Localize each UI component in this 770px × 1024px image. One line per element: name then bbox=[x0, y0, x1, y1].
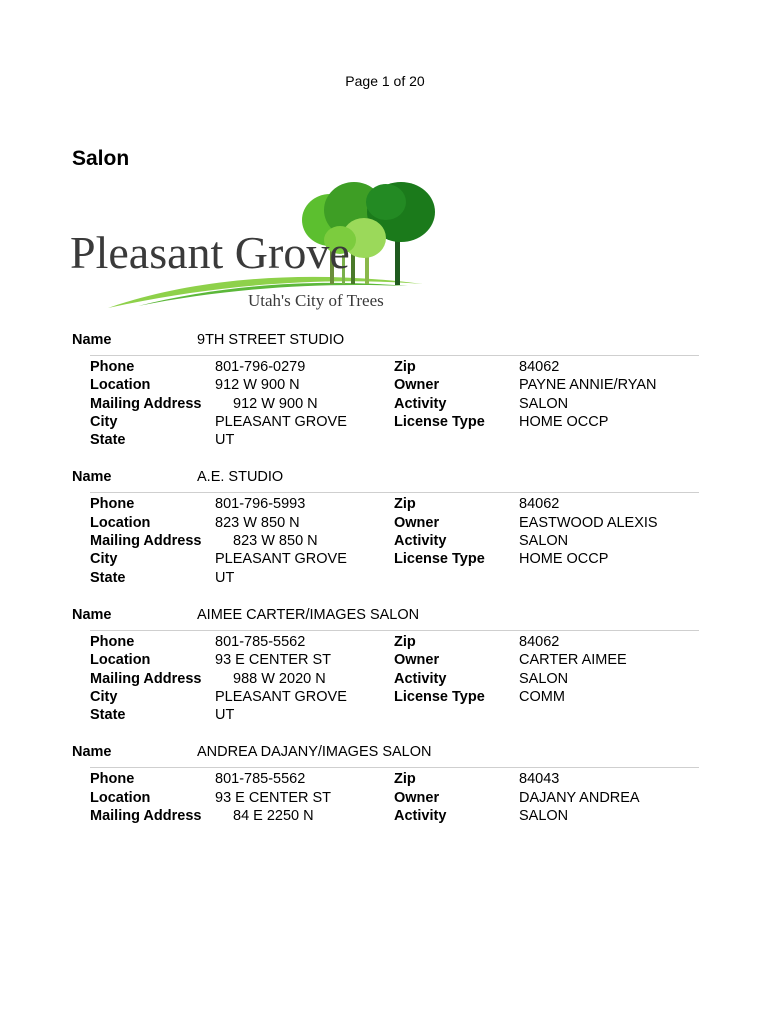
license-type-label: License Type bbox=[394, 688, 485, 705]
phone-value: 801-785-5562 bbox=[215, 633, 306, 650]
activity-label: Activity bbox=[394, 808, 447, 825]
record-divider bbox=[90, 630, 699, 631]
owner-value: DAJANY ANDREA bbox=[519, 789, 640, 806]
mailing-address-value: 823 W 850 N bbox=[233, 533, 318, 550]
record-name-row bbox=[72, 467, 699, 487]
name-label: Name bbox=[72, 744, 112, 761]
license-type-value: HOME OCCP bbox=[519, 413, 609, 430]
record-fields bbox=[90, 770, 699, 825]
activity-value: SALON bbox=[519, 533, 569, 550]
pleasant-grove-logo bbox=[68, 180, 438, 315]
business-name: ANDREA DAJANY/IMAGES SALON bbox=[197, 744, 432, 761]
record-name-row bbox=[72, 330, 699, 350]
business-name: A.E. STUDIO bbox=[197, 469, 284, 486]
activity-label: Activity bbox=[394, 533, 447, 550]
city-value: PLEASANT GROVE bbox=[215, 551, 347, 568]
activity-value: SALON bbox=[519, 808, 569, 825]
activity-value: SALON bbox=[519, 670, 569, 687]
state-value: UT bbox=[215, 569, 235, 586]
activity-label: Activity bbox=[394, 395, 447, 412]
state-label: State bbox=[90, 707, 126, 724]
license-type-value: COMM bbox=[519, 688, 565, 705]
phone-label: Phone bbox=[90, 359, 135, 375]
state-label: State bbox=[90, 569, 126, 586]
license-record bbox=[72, 742, 699, 825]
license-record bbox=[72, 605, 699, 724]
license-record bbox=[72, 330, 699, 449]
location-label: Location bbox=[90, 514, 151, 531]
mailing-address-label: Mailing Address bbox=[90, 670, 202, 687]
mailing-address-label: Mailing Address bbox=[90, 395, 202, 412]
owner-label: Owner bbox=[394, 652, 440, 669]
zip-label: Zip bbox=[394, 771, 416, 788]
mailing-address-label: Mailing Address bbox=[90, 533, 202, 550]
document-title: Salon bbox=[72, 147, 130, 170]
phone-value: 801-785-5562 bbox=[215, 771, 306, 788]
name-label: Name bbox=[72, 469, 112, 486]
zip-label: Zip bbox=[394, 496, 416, 513]
record-fields bbox=[90, 358, 699, 449]
city-label: City bbox=[90, 551, 118, 568]
zip-value: 84043 bbox=[519, 771, 560, 788]
location-label: Location bbox=[90, 789, 151, 806]
phone-value: 801-796-5993 bbox=[215, 496, 306, 513]
page-number: Page 1 of 20 bbox=[345, 73, 425, 89]
owner-value: CARTER AIMEE bbox=[519, 652, 627, 669]
state-value: UT bbox=[215, 432, 235, 449]
zip-label: Zip bbox=[394, 359, 416, 375]
activity-label: Activity bbox=[394, 670, 447, 687]
location-value: 823 W 850 N bbox=[215, 514, 300, 531]
location-value: 93 E CENTER ST bbox=[215, 789, 332, 806]
location-value: 912 W 900 N bbox=[215, 377, 300, 394]
city-value: PLEASANT GROVE bbox=[215, 688, 347, 705]
activity-value: SALON bbox=[519, 395, 569, 412]
mailing-address-value: 912 W 900 N bbox=[233, 395, 318, 412]
name-label: Name bbox=[72, 606, 112, 623]
owner-label: Owner bbox=[394, 514, 440, 531]
name-label: Name bbox=[72, 332, 112, 348]
location-label: Location bbox=[90, 377, 151, 394]
business-name: AIMEE CARTER/IMAGES SALON bbox=[197, 606, 420, 623]
business-name: 9TH STREET STUDIO bbox=[197, 332, 345, 348]
owner-label: Owner bbox=[394, 789, 440, 806]
state-label: State bbox=[90, 432, 126, 449]
record-name-row bbox=[72, 742, 699, 762]
mailing-address-value: 988 W 2020 N bbox=[233, 670, 326, 687]
mailing-address-value: 84 E 2250 N bbox=[233, 808, 314, 825]
logo-tagline: Utah's City of Trees bbox=[248, 291, 384, 310]
license-type-label: License Type bbox=[394, 413, 485, 430]
zip-value: 84062 bbox=[519, 496, 560, 513]
owner-label: Owner bbox=[394, 377, 440, 394]
logo-wordmark: Pleasant Grove bbox=[70, 227, 350, 278]
record-fields bbox=[90, 495, 699, 586]
phone-label: Phone bbox=[90, 496, 135, 513]
record-divider bbox=[90, 767, 699, 768]
mailing-address-label: Mailing Address bbox=[90, 808, 202, 825]
location-label: Location bbox=[90, 652, 151, 669]
city-label: City bbox=[90, 413, 118, 430]
location-value: 93 E CENTER ST bbox=[215, 652, 332, 669]
city-label: City bbox=[90, 688, 118, 705]
phone-label: Phone bbox=[90, 633, 135, 650]
phone-label: Phone bbox=[90, 771, 135, 788]
record-fields bbox=[90, 633, 699, 724]
zip-label: Zip bbox=[394, 633, 416, 650]
owner-value: PAYNE ANNIE/RYAN bbox=[519, 377, 657, 394]
owner-value: EASTWOOD ALEXIS bbox=[519, 514, 658, 531]
record-divider bbox=[90, 355, 699, 356]
license-records bbox=[72, 330, 699, 843]
zip-value: 84062 bbox=[519, 633, 560, 650]
license-record bbox=[72, 467, 699, 586]
record-divider bbox=[90, 492, 699, 493]
state-value: UT bbox=[215, 707, 235, 724]
phone-value: 801-796-0279 bbox=[215, 359, 306, 375]
license-type-value: HOME OCCP bbox=[519, 551, 609, 568]
license-type-label: License Type bbox=[394, 551, 485, 568]
record-name-row bbox=[72, 605, 699, 625]
zip-value: 84062 bbox=[519, 359, 560, 375]
city-value: PLEASANT GROVE bbox=[215, 413, 347, 430]
